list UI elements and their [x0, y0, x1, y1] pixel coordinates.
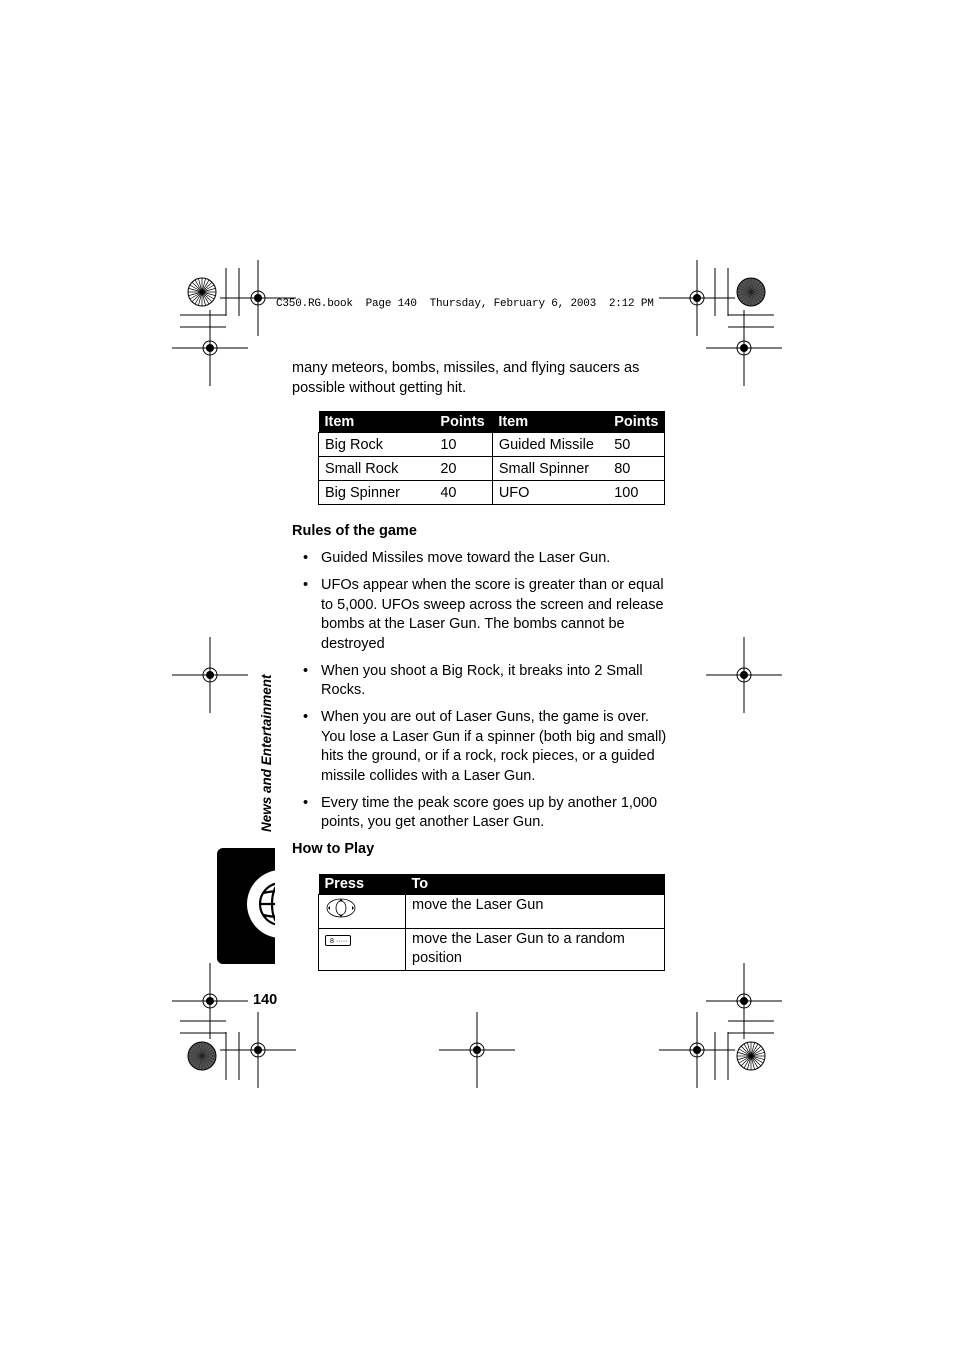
- table-cell: [319, 895, 406, 929]
- list-item-text: UFOs appear when the score is greater than or equal to 5,000. UFOs sweep across the screen and release bombs at the Laser Gun. The bombs cannot be destroyed: [321, 577, 664, 652]
- table-cell: Small Spinner: [492, 457, 608, 481]
- column-header: Points: [608, 411, 664, 433]
- table-row: [319, 895, 665, 929]
- globe-icon: [217, 848, 275, 964]
- list-item: [292, 576, 667, 654]
- table-row: [319, 928, 665, 970]
- crosshair-mark: [172, 637, 248, 713]
- table-cell: Guided Missile: [492, 433, 608, 457]
- table-cell: 80: [608, 457, 664, 481]
- crosshair-mark: [659, 260, 735, 336]
- page-number: 140: [253, 992, 278, 1008]
- bullet: •: [303, 794, 309, 811]
- table-cell: Big Spinner: [319, 481, 435, 505]
- table-row: [319, 433, 665, 457]
- how-to-play-heading: How to Play: [292, 841, 375, 857]
- bullet: •: [303, 709, 309, 725]
- table-cell: 50: [608, 433, 664, 457]
- crosshair-mark: [706, 310, 782, 386]
- rules-heading: Rules of the game: [292, 523, 417, 539]
- table-row: [319, 481, 665, 505]
- column-header: To: [406, 874, 665, 895]
- table-cell: 10: [434, 433, 492, 457]
- crosshair-mark: [220, 1012, 296, 1088]
- crosshair-mark: [659, 1012, 735, 1088]
- crosshair-mark: [172, 963, 248, 1039]
- list-item: [292, 708, 667, 786]
- list-item-text: When you are out of Laser Guns, the game is over. You lose a Laser Gun if a spinner (both big and small) hits the ground, or if a rock, rock pieces, or a guided missile collides with a Laser Gun.: [321, 709, 667, 784]
- crosshair-mark: [706, 637, 782, 713]
- table-cell: UFO: [492, 481, 608, 505]
- print-header: C350.RG.book Page 140 Thursday, February 6, 2003 2:12 PM: [276, 298, 654, 310]
- list-item: [292, 662, 667, 701]
- column-header: Press: [319, 874, 406, 895]
- list-item-text: Guided Missiles move toward the Laser Gun.: [321, 550, 611, 566]
- list-item-text: When you shoot a Big Rock, it breaks into 2 Small Rocks.: [321, 662, 643, 698]
- registration-dial: [737, 1042, 765, 1070]
- table-cell: [319, 928, 406, 970]
- section-title: News and Entertainment: [259, 674, 274, 832]
- 8-key-icon: 8 ·····: [325, 935, 351, 946]
- section-tab: [217, 848, 275, 964]
- column-header: Item: [492, 411, 608, 433]
- column-header: Item: [319, 411, 435, 433]
- table-row: [319, 457, 665, 481]
- points-table: [318, 411, 665, 505]
- crosshair-mark: [439, 1012, 515, 1088]
- table-cell: 40: [434, 481, 492, 505]
- registration-dial: [188, 1042, 216, 1070]
- bullet: •: [303, 577, 309, 593]
- list-item-text: Every time the peak score goes up by another 1,000 points, you get another Laser Gun.: [321, 794, 658, 830]
- play-table-header: [319, 874, 665, 895]
- bullet: •: [303, 662, 309, 679]
- how-to-play-table: [318, 874, 665, 971]
- intro-paragraph: many meteors, bombs, missiles, and flying saucers as possible without getting hit.: [292, 360, 640, 396]
- table-cell: move the Laser Gun: [406, 895, 665, 929]
- table-cell: move the Laser Gun to a random position: [406, 928, 665, 970]
- points-table-header: [319, 411, 665, 433]
- crosshair-mark: [172, 310, 248, 386]
- list-item: [292, 549, 667, 569]
- rules-list: [292, 549, 667, 840]
- registration-dial: [737, 278, 765, 306]
- table-cell: 20: [434, 457, 492, 481]
- crosshair-mark: [706, 963, 782, 1039]
- bullet: •: [303, 550, 309, 566]
- table-cell: 100: [608, 481, 664, 505]
- registration-dial: [188, 278, 216, 306]
- list-item: [292, 794, 667, 833]
- table-cell: Small Rock: [319, 457, 435, 481]
- table-cell: Big Rock: [319, 433, 435, 457]
- key-label: 8: [330, 937, 334, 945]
- column-header: Points: [434, 411, 492, 433]
- nav-key-icon: [325, 896, 357, 920]
